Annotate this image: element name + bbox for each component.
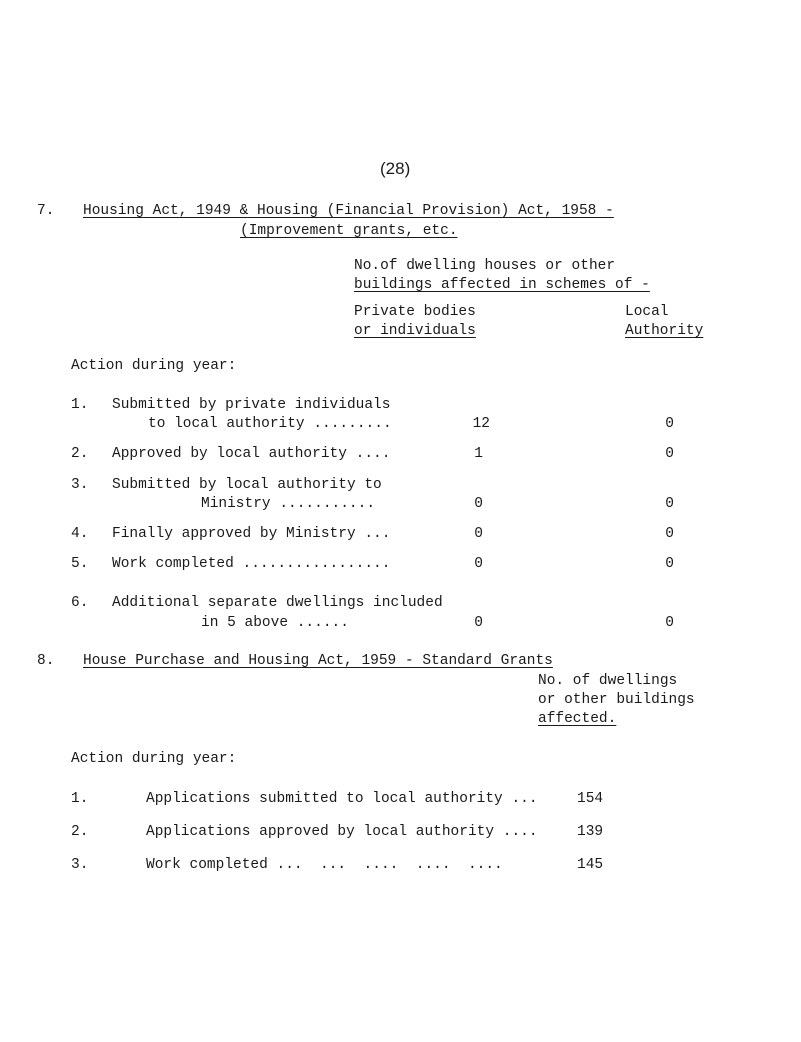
row-number: 3.: [71, 857, 89, 873]
section-7-action-label: Action during year:: [71, 358, 237, 374]
row-text-line1: Submitted by local authority to: [112, 477, 382, 493]
row-text-line1: Additional separate dwellings included: [112, 595, 443, 611]
row-local-value: 0: [665, 556, 674, 572]
page-number: (28): [380, 159, 411, 178]
row-value: 145: [577, 857, 604, 873]
row-text-line1: Submitted by private individuals: [112, 397, 391, 413]
section-7-col-header-line1: No.of dwelling houses or other: [354, 258, 616, 274]
row-number: 6.: [71, 595, 89, 611]
row-text-line1: Work completed .................: [112, 556, 391, 572]
row-local-value: 0: [665, 416, 674, 432]
row-value: 154: [577, 791, 604, 807]
section-8-action-label: Action during year:: [71, 751, 237, 767]
col-private-header-line2: or individuals: [354, 323, 476, 339]
row-text-line2: in 5 above ......: [201, 615, 349, 631]
row-value: 139: [577, 824, 604, 840]
row-text: Applications approved by local authority ....: [146, 824, 538, 840]
row-local-value: 0: [665, 446, 674, 462]
row-text-line1: Approved by local authority ....: [112, 446, 391, 462]
row-text: Work completed ... ... .... .... ....: [146, 857, 503, 873]
section-8-col-header-line1: No. of dwellings: [538, 673, 678, 689]
section-8-col-header-line3: affected.: [538, 711, 617, 727]
row-text-line2: to local authority .........: [148, 416, 392, 432]
section-8-title: House Purchase and Housing Act, 1959 - Standard Grants: [83, 653, 553, 669]
row-private-value: 12: [472, 416, 490, 432]
row-private-value: 0: [474, 496, 483, 512]
row-text-line1: Finally approved by Ministry ...: [112, 526, 391, 542]
row-number: 1.: [71, 397, 89, 413]
row-local-value: 0: [665, 615, 674, 631]
row-number: 2.: [71, 446, 89, 462]
row-text-line2: Ministry ...........: [201, 496, 376, 512]
row-local-value: 0: [665, 496, 674, 512]
row-number: 1.: [71, 791, 89, 807]
section-7-number: 7.: [37, 203, 55, 219]
row-number: 2.: [71, 824, 89, 840]
row-local-value: 0: [665, 526, 674, 542]
col-local-header-line2: Authority: [625, 323, 704, 339]
col-private-header-line1: Private bodies: [354, 304, 476, 320]
row-number: 5.: [71, 556, 89, 572]
row-private-value: 1: [474, 446, 483, 462]
section-7-title-line2: (Improvement grants, etc.: [240, 223, 458, 239]
row-text: Applications submitted to local authority ...: [146, 791, 538, 807]
row-number: 3.: [71, 477, 89, 493]
section-7-col-header-line2: buildings affected in schemes of -: [354, 277, 650, 293]
col-local-header-line1: Local: [625, 304, 669, 320]
row-private-value: 0: [474, 526, 483, 542]
row-private-value: 0: [474, 556, 483, 572]
row-number: 4.: [71, 526, 89, 542]
row-private-value: 0: [474, 615, 483, 631]
section-8-col-header-line2: or other buildings: [538, 692, 695, 708]
section-8-number: 8.: [37, 653, 55, 669]
section-7-title-line1: Housing Act, 1949 & Housing (Financial Provision) Act, 1958 -: [83, 203, 614, 219]
